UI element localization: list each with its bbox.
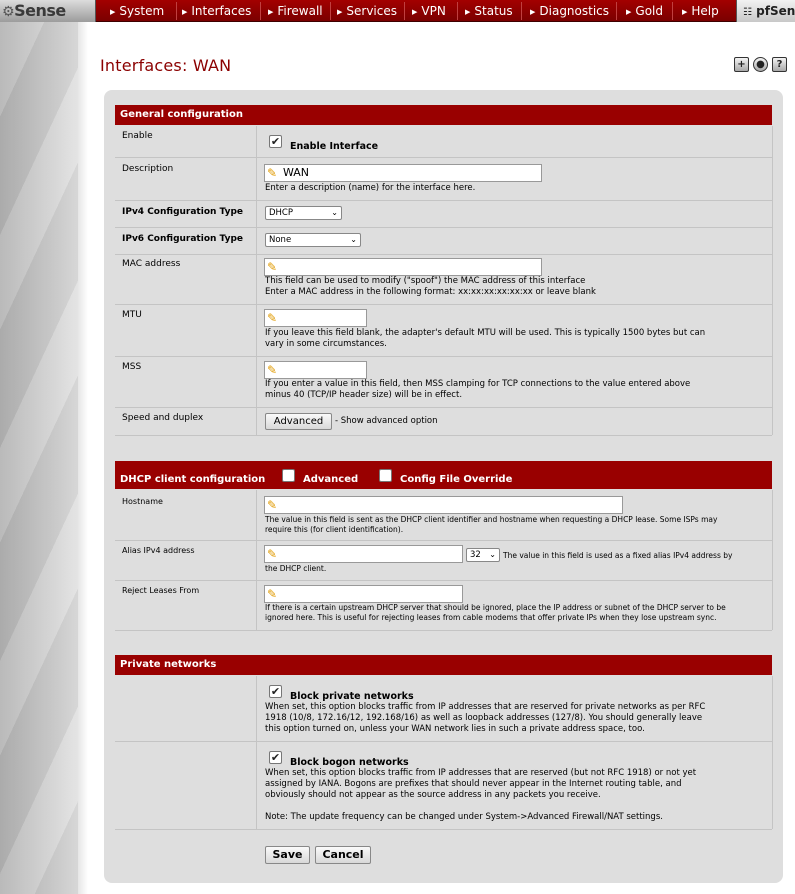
column-divider [256,676,257,829]
description-help: Enter a description (name) for the interface here. [265,183,476,193]
chevron-down-icon: ⌄ [331,208,338,217]
row-divider [115,741,772,742]
help-icon[interactable]: ? [772,57,787,72]
block-bogon-help-line1: When set, this option blocks traffic from IP addresses that are reserved (but not RFC 1918) or not yet [265,768,697,778]
log-icon[interactable]: ● [753,57,768,72]
row-divider [115,157,772,158]
menu-diagnostics[interactable]: ▶ Diagnostics [530,4,610,18]
row-divider [115,580,772,581]
page-title: Interfaces: WAN [100,56,232,75]
description-label: Description [122,164,174,174]
private-networks-header: Private networks [115,655,772,675]
block-private-checkbox[interactable]: ✔ [270,685,281,698]
mss-input[interactable] [264,361,367,379]
network-icon: ☷ [743,7,752,18]
brand-tab: ☷ pfSen [736,0,795,22]
block-private-label: Block private networks [290,691,414,702]
alias-ipv4-help-line1: The value in this field is used as a fixed alias IPv4 address by [503,551,733,560]
pencil-icon: ✎ [267,363,278,377]
menu-divider [260,2,261,20]
reject-leases-help-line2: ignored here. This is useful for rejecting leases from cable modems that offer private IPs when they lose upstream sync. [265,613,717,622]
menu-arrow-icon: ▶ [337,8,343,16]
pencil-icon: ✎ [267,311,278,325]
block-bogon-checkbox[interactable]: ✔ [270,751,281,764]
ipv4-type-select[interactable]: DHCP ⌄ [265,206,342,220]
menu-arrow-icon: ▶ [682,8,688,16]
logo-mark-icon: ⚙ [2,4,15,20]
menu-divider [404,2,405,20]
ipv6-type-select[interactable]: None ⌄ [265,233,361,247]
row-divider [115,407,772,408]
dhcp-advanced-checkbox[interactable] [282,469,295,482]
hostname-help-line2: require this (for client identification). [265,525,404,534]
menu-firewall[interactable]: ▶ Firewall [268,4,323,18]
menu-gold[interactable]: ▶ Gold [626,4,663,18]
add-icon[interactable]: + [734,57,749,72]
block-bogon-label: Block bogon networks [290,757,409,768]
config-file-override-label: Config File Override [400,474,513,485]
menu-arrow-icon: ▶ [182,8,188,16]
mac-address-help-line1: This field can be used to modify ("spoof") the MAC address of this interface [265,276,586,286]
enable-interface-label: Enable Interface [290,141,379,152]
mac-address-label: MAC address [122,259,181,269]
row-divider [115,435,772,436]
block-bogon-help-line3: obviously should not appear as the source address in any packets you receive. [265,790,601,800]
menu-arrow-icon: ▶ [530,8,536,16]
menu-divider [672,2,673,20]
right-border [772,490,773,630]
reject-leases-label: Reject Leases From [122,586,200,595]
pencil-icon: ✎ [267,166,278,180]
enable-label: Enable [122,131,153,141]
dhcp-advanced-label: Advanced [303,474,359,485]
mtu-label: MTU [122,310,142,320]
speed-duplex-label: Speed and duplex [122,413,204,423]
mtu-help-line2: vary in some circumstances. [265,339,387,349]
menu-interfaces[interactable]: ▶ Interfaces [182,4,252,18]
mtu-input[interactable] [264,309,367,327]
row-divider [115,829,772,830]
block-private-help-line2: 1918 (10/8, 172.16/12, 192.168/16) as well as loopback addresses (127/8). You should generally leave [265,713,703,723]
left-panel-edge [78,22,88,894]
alias-ipv4-label: Alias IPv4 address [122,546,195,555]
pencil-icon: ✎ [267,547,278,561]
mss-label: MSS [122,362,142,372]
block-bogon-help-line2: assigned by IANA. Bogons are prefixes that should never appear in the Internet routing table, and [265,779,682,789]
row-divider [115,304,772,305]
alias-ipv4-input[interactable] [264,545,463,563]
right-border [772,126,773,435]
row-divider [115,254,772,255]
top-navigation-bar [0,0,795,22]
chevron-down-icon: ⌄ [350,235,357,244]
menu-help[interactable]: ▶ Help [682,4,719,18]
row-divider [115,227,772,228]
pfsense-logo[interactable]: ⚙Sense [0,0,96,22]
menu-arrow-icon: ▶ [412,8,418,16]
menu-arrow-icon: ▶ [268,8,274,16]
enable-interface-checkbox[interactable]: ✔ [270,135,281,148]
menu-divider [176,2,177,20]
block-bogon-note: Note: The update frequency can be changed under System->Advanced Firewall/NAT settings. [265,812,663,822]
hostname-help-line1: The value in this field is sent as the DHCP client identifier and hostname when requesting a DHCP lease. Some ISPs may [265,515,718,524]
pencil-icon: ✎ [267,498,278,512]
menu-divider [457,2,458,20]
block-private-help-line3: this option turned on, unless your WAN network lies in such a private address space, too. [265,724,645,734]
alias-subnet-select[interactable]: 32 ⌄ [466,548,500,562]
hostname-input[interactable] [264,496,623,514]
menu-divider [521,2,522,20]
column-divider [256,126,257,435]
ipv4-type-label: IPv4 Configuration Type [122,207,244,217]
ipv6-type-label: IPv6 Configuration Type [122,234,244,244]
menu-arrow-icon: ▶ [626,8,632,16]
row-divider [115,200,772,201]
row-divider [115,630,772,631]
general-config-header: General configuration [115,105,772,125]
menu-divider [616,2,617,20]
reject-leases-input[interactable] [264,585,463,603]
right-border [772,676,773,829]
left-decorative-panel [0,22,78,894]
chevron-down-icon: ⌄ [489,550,496,559]
menu-system[interactable]: ▶ System [110,4,165,18]
menu-vpn[interactable]: ▶ VPN [412,4,446,18]
hostname-label: Hostname [122,497,163,506]
menu-status[interactable]: ▶ Status [465,4,513,18]
column-divider [256,490,257,630]
mss-help-line1: If you enter a value in this field, then MSS clamping for TCP connections to the value entered above [265,379,691,389]
reject-leases-help-line1: If there is a certain upstream DHCP server that should be ignored, place the IP address or subnet of the DHCP server to be [265,603,726,612]
dhcp-config-header: DHCP client configuration [115,461,772,489]
menu-services[interactable]: ▶ Services [337,4,397,18]
pencil-icon: ✎ [267,260,278,274]
menu-arrow-icon: ▶ [110,8,116,16]
block-private-help-line1: When set, this option blocks traffic from IP addresses that are reserved for private networks as per RFC [265,702,706,712]
cancel-button[interactable]: Cancel [315,846,371,864]
pencil-icon: ✎ [267,587,278,601]
mac-address-help-line2: Enter a MAC address in the following format: xx:xx:xx:xx:xx:xx or leave blank [265,287,596,297]
menu-divider [330,2,331,20]
save-button[interactable]: Save [265,846,310,864]
advanced-help: - Show advanced option [335,416,438,426]
row-divider [115,540,772,541]
mac-address-input[interactable] [264,258,542,276]
row-divider [115,356,772,357]
description-input[interactable]: ✎ WAN [264,164,542,182]
menu-arrow-icon: ▶ [465,8,471,16]
mss-help-line2: minus 40 (TCP/IP header size) will be in effect. [265,390,463,400]
alias-ipv4-help-line2: the DHCP client. [265,564,327,573]
config-file-override-checkbox[interactable] [379,469,392,482]
mtu-help-line1: If you leave this field blank, the adapter's default MTU will be used. This is typically 1500 bytes but can [265,328,706,338]
advanced-button[interactable]: Advanced [265,413,332,430]
